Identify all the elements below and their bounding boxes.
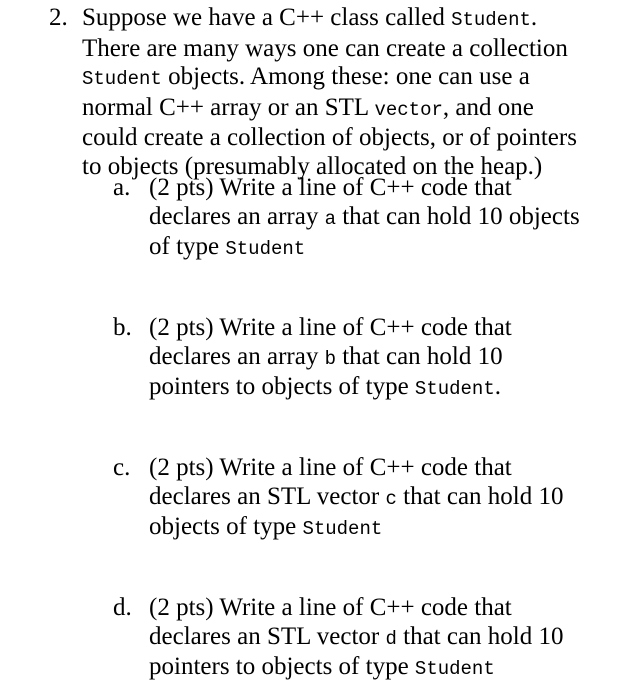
subquestion-line	[149, 594, 619, 623]
subquestion-line	[149, 623, 619, 654]
text-run: There are many ways one can create a collection	[82, 34, 568, 62]
subquestion-line	[149, 513, 619, 544]
text-run: (2 pts) Write a line of C++ code that	[149, 314, 512, 341]
subquestion-line	[149, 233, 619, 264]
code-term: Student	[414, 378, 495, 400]
question-text	[82, 4, 618, 181]
subquestion-text	[149, 314, 619, 404]
text-run: that can hold 10	[396, 482, 564, 510]
text-run: (2 pts) Write a line of C++ code that	[149, 594, 512, 621]
text-run: of type	[149, 233, 226, 260]
subquestion-text	[149, 454, 619, 544]
subquestion-line	[149, 373, 619, 404]
question-line	[82, 63, 618, 94]
text-run: pointers to objects of type	[149, 653, 415, 680]
text-run: normal C++ array or an STL	[82, 93, 375, 121]
text-run: (2 pts) Write a line of C++ code that	[149, 174, 512, 201]
text-run: (2 pts) Write a line of C++ code that	[149, 454, 512, 481]
text-run: pointers to objects of type	[149, 373, 415, 400]
text-run: declares an array	[149, 342, 325, 370]
subquestion-letter: c.	[113, 454, 131, 481]
text-run: declares an STL vector	[149, 622, 386, 650]
code-term: vector	[374, 98, 443, 121]
code-term: a	[324, 207, 336, 230]
question-line	[82, 124, 618, 153]
question-line	[82, 4, 618, 35]
text-run: .	[494, 373, 501, 400]
text-run: could create a collection of objects, or of pointers	[82, 124, 577, 151]
code-term: c	[385, 487, 397, 510]
subquestion-line	[149, 203, 619, 234]
text-run: declares an STL vector	[149, 482, 386, 510]
subquestion-line	[149, 483, 619, 514]
subquestion-line	[149, 343, 619, 374]
text-run: that can hold 10	[396, 622, 564, 650]
subquestion-letter: a.	[113, 174, 131, 201]
text-run: that can hold 10	[335, 342, 503, 370]
code-term: Student	[302, 518, 383, 540]
subquestion-text	[149, 174, 619, 264]
subquestion-text	[149, 594, 619, 684]
code-term: Student	[82, 68, 162, 90]
question-line	[82, 35, 618, 64]
subquestion-letter: d.	[113, 594, 132, 621]
question-number: 2.	[49, 4, 68, 31]
code-term: Student	[451, 9, 531, 31]
text-run: .	[530, 4, 538, 31]
text-run: to objects (presumably allocated on the heap.)	[82, 152, 543, 180]
code-term: d	[385, 627, 397, 650]
text-run: declares an array	[149, 202, 325, 230]
text-run: objects. Among these: one can use a	[161, 63, 530, 90]
subquestion-line	[149, 653, 619, 684]
text-run: , and one	[442, 93, 534, 121]
text-run: Suppose we have a C++ class called	[82, 4, 452, 31]
code-term: b	[324, 347, 336, 370]
subquestion-line	[149, 454, 619, 483]
code-term: Student	[414, 658, 495, 680]
subquestion-line	[149, 174, 619, 203]
subquestion-letter: b.	[113, 314, 132, 341]
question-line	[82, 94, 618, 125]
text-run: that can hold 10 objects	[335, 202, 580, 230]
code-term: Student	[225, 238, 306, 260]
text-run: objects of type	[149, 513, 303, 540]
subquestion-line	[149, 314, 619, 343]
